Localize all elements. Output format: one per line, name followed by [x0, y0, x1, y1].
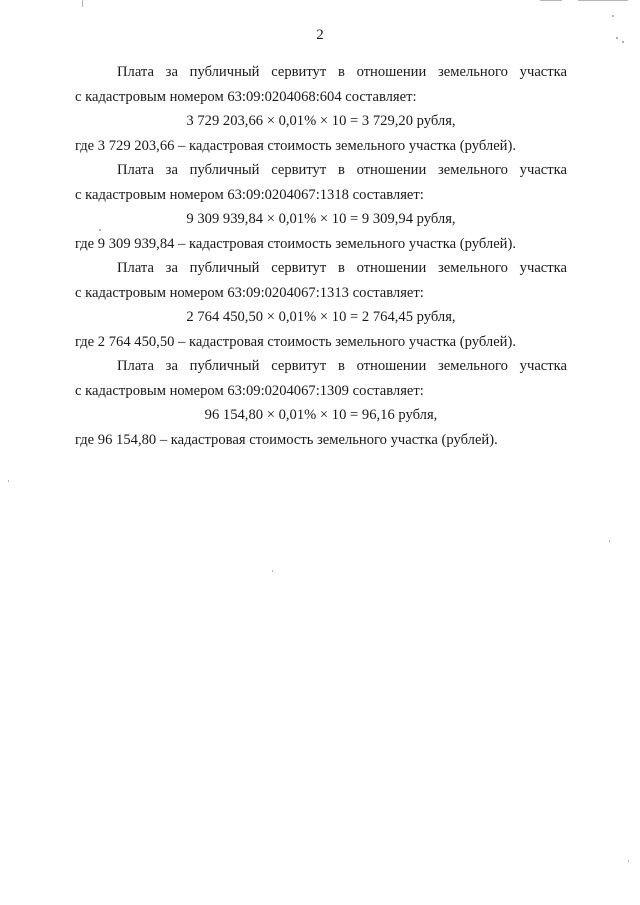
scan-artifact: [272, 570, 273, 572]
scan-artifact: [616, 37, 618, 39]
fee-note: где 3 729 203,66 – кадастровая стоимость земельного участка (рублей).: [75, 137, 516, 154]
fee-block-2: [75, 158, 567, 256]
fee-intro-line: Плата за публичный сервитут в отношении земельного участка: [117, 260, 567, 276]
fee-formula: 3 729 203,66 × 0,01% × 10 = 3 729,20 рубля,: [186, 113, 456, 129]
document-body: [75, 60, 567, 452]
fee-note: где 96 154,80 – кадастровая стоимость земельного участка (рублей).: [75, 431, 498, 448]
scan-artifact: [628, 860, 629, 862]
fee-cadastral-line: с кадастровым номером 63:09:0204067:1318 составляет:: [75, 186, 424, 203]
scan-artifact: [540, 0, 562, 1]
scan-artifact: [578, 0, 628, 1]
fee-block-1: [75, 60, 567, 158]
fee-intro-line: Плата за публичный сервитут в отношении земельного участка: [117, 162, 567, 178]
fee-formula: 9 309 939,84 × 0,01% × 10 = 9 309,94 рубля,: [186, 211, 456, 227]
fee-intro-line: Плата за публичный сервитут в отношении земельного участка: [117, 358, 567, 374]
fee-cadastral-line: с кадастровым номером 63:09:0204067:1313 составляет:: [75, 284, 424, 301]
page-number: 2: [316, 27, 324, 43]
scan-artifact: [609, 540, 610, 542]
fee-cadastral-line: с кадастровым номером 63:09:0204067:1309 составляет:: [75, 382, 424, 399]
scan-artifact: [612, 15, 614, 17]
scan-artifact: [82, 0, 83, 7]
scan-artifact: [622, 41, 624, 43]
fee-note: где 9 309 939,84 – кадастровая стоимость земельного участка (рублей).: [75, 235, 516, 252]
fee-note: где 2 764 450,50 – кадастровая стоимость земельного участка (рублей).: [75, 333, 516, 350]
scan-artifact: [99, 229, 101, 231]
fee-formula: 2 764 450,50 × 0,01% × 10 = 2 764,45 рубля,: [186, 309, 456, 325]
fee-formula: 96 154,80 × 0,01% × 10 = 96,16 рубля,: [204, 407, 438, 423]
scan-artifact: [8, 480, 9, 482]
fee-intro-line: Плата за публичный сервитут в отношении земельного участка: [117, 64, 567, 80]
fee-cadastral-line: с кадастровым номером 63:09:0204068:604 составляет:: [75, 88, 417, 105]
fee-block-3: [75, 256, 567, 354]
fee-block-4: [75, 354, 567, 452]
